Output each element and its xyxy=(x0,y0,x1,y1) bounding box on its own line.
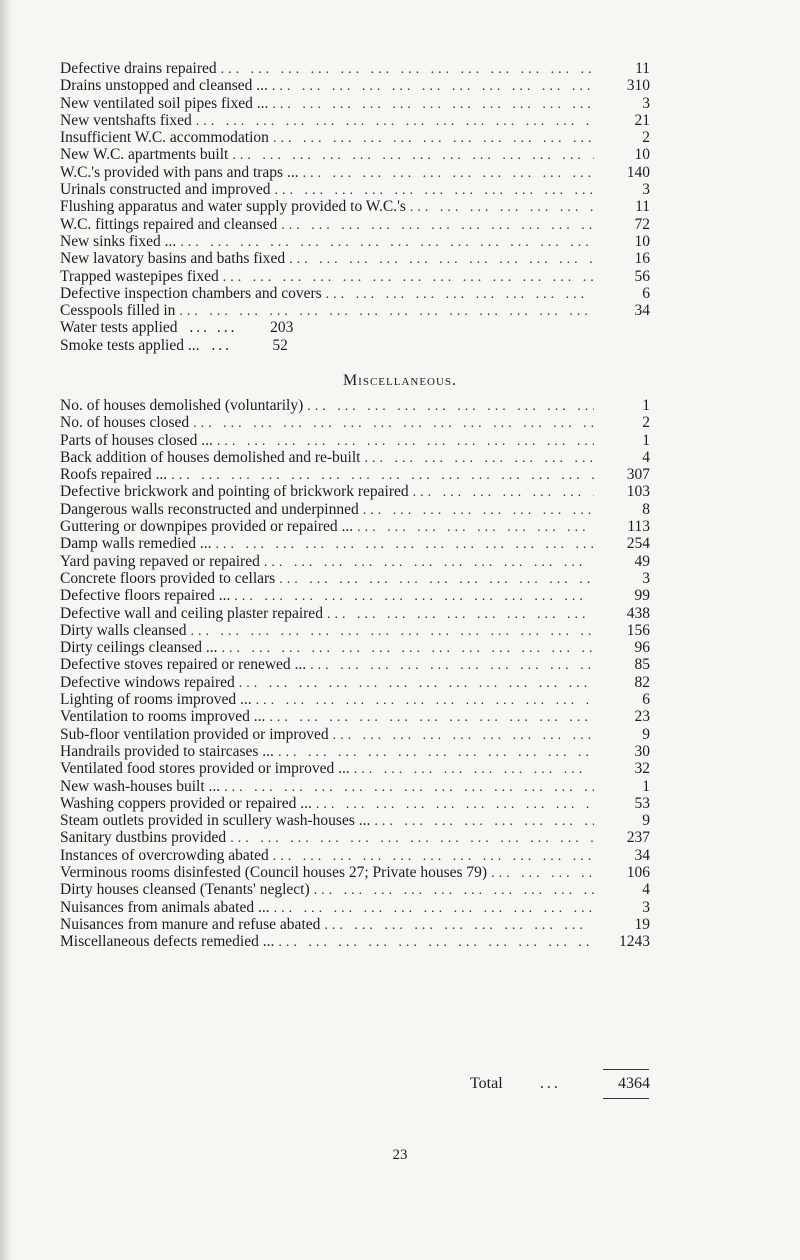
list-item xyxy=(60,216,650,233)
item-label: Verminous rooms disinfested (Council houses 27; Private houses 79) xyxy=(60,864,488,882)
list-item xyxy=(60,812,650,829)
item-value: 11 xyxy=(635,60,650,77)
total-rule-bottom xyxy=(603,1098,649,1099)
item-label: Dirty walls cleansed xyxy=(60,621,187,639)
item-value: 156 xyxy=(626,621,650,639)
leader-dots xyxy=(222,640,594,657)
list-item xyxy=(60,899,650,916)
leader-dots xyxy=(333,727,594,744)
leader-dots xyxy=(374,813,594,830)
list-item xyxy=(60,129,650,146)
item-label: Back addition of houses demolished and re-built xyxy=(60,448,361,466)
item-value: 9 xyxy=(642,812,650,830)
item-label: Dirty houses cleansed (Tenants' neglect) xyxy=(60,881,310,899)
item-value: 140 xyxy=(626,163,650,181)
leader-dots xyxy=(326,286,594,303)
leader-dots xyxy=(354,761,594,778)
leader-dots xyxy=(410,199,594,216)
test-label: Smoke tests applied ... xyxy=(60,336,200,354)
item-value: 113 xyxy=(627,518,650,536)
item-value: 85 xyxy=(634,656,650,674)
section-heading: Miscellaneous. xyxy=(342,372,458,389)
list-item xyxy=(60,933,650,950)
total-row: Total ... 4364 xyxy=(470,1075,650,1092)
item-value: 3 xyxy=(642,898,650,916)
item-label: New lavatory basins and baths fixed xyxy=(60,250,286,268)
page-number: 23 xyxy=(392,1147,408,1163)
item-label: Guttering or downpipes provided or repaired ... xyxy=(60,518,354,536)
leader-dots xyxy=(316,796,594,813)
item-value: 106 xyxy=(626,864,650,882)
list-item xyxy=(60,285,650,302)
list-item xyxy=(60,95,650,112)
leader-dots xyxy=(171,467,594,484)
item-label: Dirty ceilings cleansed ... xyxy=(60,639,218,657)
item-value: 254 xyxy=(626,535,650,553)
list-item xyxy=(60,164,650,181)
leader-dots xyxy=(256,692,594,709)
test-row: Water tests applied ... ... 203 xyxy=(60,319,294,337)
item-label: No. of houses closed xyxy=(60,414,190,432)
leader-dots xyxy=(216,536,594,553)
list-item xyxy=(60,587,650,604)
leader-dots xyxy=(278,934,594,951)
list-item xyxy=(60,198,650,215)
list-item xyxy=(60,864,650,881)
list-item xyxy=(60,77,650,94)
list-item xyxy=(60,181,650,198)
item-label: Lighting of rooms improved ... xyxy=(60,691,252,709)
item-value: 307 xyxy=(626,466,650,484)
list-item xyxy=(60,553,650,570)
sanitary-works-list xyxy=(60,60,650,354)
item-label: Sub-floor ventilation provided or improved xyxy=(60,725,329,743)
item-value: 49 xyxy=(634,552,650,570)
item-value: 1243 xyxy=(619,933,650,951)
item-value: 9 xyxy=(642,725,650,743)
list-item xyxy=(60,60,650,77)
leader-dots xyxy=(278,744,594,761)
item-value: 103 xyxy=(626,483,650,501)
list-item xyxy=(60,112,650,129)
list-item xyxy=(60,432,650,449)
item-label: Handrails provided to staircases ... xyxy=(60,742,274,760)
list-item xyxy=(60,726,650,743)
item-value: 310 xyxy=(626,77,650,95)
leader-dots xyxy=(273,848,594,865)
leader-dots xyxy=(324,917,594,934)
item-label: Miscellaneous defects remedied ... xyxy=(60,933,275,951)
leader-dots xyxy=(180,234,594,251)
list-item xyxy=(60,795,650,812)
leader-dots xyxy=(224,779,594,796)
leader-dots xyxy=(274,900,594,917)
leader-dots xyxy=(327,606,594,623)
item-label: New wash-houses built ... xyxy=(60,777,221,795)
leader-dots xyxy=(413,484,594,501)
list-item xyxy=(60,518,650,535)
item-value: 56 xyxy=(634,267,650,285)
test-label: Water tests applied xyxy=(60,319,178,337)
leader-dots xyxy=(363,502,594,519)
item-value: 23 xyxy=(634,708,650,726)
leader-dots xyxy=(221,61,594,78)
item-label: Defective brickwork and pointing of brickwork repaired xyxy=(60,483,409,501)
item-value: 3 xyxy=(642,94,650,112)
list-item xyxy=(60,881,650,898)
item-label: Roofs repaired ... xyxy=(60,466,168,484)
item-value: 11 xyxy=(635,198,650,216)
item-label: Urinals constructed and improved xyxy=(60,181,271,199)
leader-dots xyxy=(230,830,594,847)
leader-dots xyxy=(310,657,594,674)
item-label: Trapped wastepipes fixed xyxy=(60,267,219,285)
item-value: 1 xyxy=(642,431,650,449)
item-value: 99 xyxy=(634,587,650,605)
leader-dots xyxy=(272,96,594,113)
page-edge-shadow xyxy=(0,0,14,1260)
item-value: 2 xyxy=(642,129,650,147)
leader-dots xyxy=(239,675,594,692)
leader-dots xyxy=(191,623,594,640)
leader-dots xyxy=(357,519,594,536)
item-value: 10 xyxy=(634,232,650,250)
list-item xyxy=(60,674,650,691)
item-value: 8 xyxy=(642,500,650,518)
list-item xyxy=(60,466,650,483)
item-label: Nuisances from animals abated ... xyxy=(60,898,270,916)
item-value: 1 xyxy=(642,777,650,795)
leader-dots xyxy=(303,165,594,182)
item-value: 6 xyxy=(642,691,650,709)
item-label: No. of houses demolished (voluntarily) xyxy=(60,397,304,414)
item-label: Cesspools filled in xyxy=(60,302,176,320)
item-value: 3 xyxy=(642,181,650,199)
list-item xyxy=(60,449,650,466)
item-value: 3 xyxy=(642,569,650,587)
item-label: Damp walls remedied ... xyxy=(60,535,212,553)
item-value: 19 xyxy=(634,915,650,933)
list-item xyxy=(60,414,650,431)
item-value: 16 xyxy=(634,250,650,268)
item-value: 6 xyxy=(642,284,650,302)
leader-dots xyxy=(269,709,594,726)
item-value: 34 xyxy=(634,302,650,320)
item-label: Washing coppers provided or repaired ... xyxy=(60,794,312,812)
item-label: Defective stoves repaired or renewed ... xyxy=(60,656,307,674)
leader-dots xyxy=(193,415,594,432)
item-value: 32 xyxy=(634,760,650,778)
list-item xyxy=(60,483,650,500)
item-value: 438 xyxy=(626,604,650,622)
list-item xyxy=(60,268,650,285)
list-item xyxy=(60,622,650,639)
leader-dots xyxy=(217,433,594,450)
list-item xyxy=(60,639,650,656)
item-value: 10 xyxy=(634,146,650,164)
leader-dots xyxy=(223,269,594,286)
item-value: 53 xyxy=(634,794,650,812)
item-label: New ventilated soil pipes fixed ... xyxy=(60,94,269,112)
list-item xyxy=(60,829,650,846)
item-label: Parts of houses closed ... xyxy=(60,431,213,449)
item-label: Defective inspection chambers and covers xyxy=(60,284,322,302)
list-item xyxy=(60,916,650,933)
item-label: New sinks fixed ... xyxy=(60,232,177,250)
leader-dots xyxy=(314,882,594,899)
list-item xyxy=(60,397,650,414)
item-label: Drains unstopped and cleansed ... xyxy=(60,77,268,95)
item-label: New ventshafts fixed xyxy=(60,111,192,129)
leader-dots xyxy=(274,182,594,199)
item-label: Dangerous walls reconstructed and underpinned xyxy=(60,500,359,518)
leader-dots xyxy=(196,113,594,130)
leader-dots xyxy=(491,865,594,882)
item-label: Sanitary dustbins provided xyxy=(60,829,227,847)
item-label: Ventilated food stores provided or improved ... xyxy=(60,760,350,778)
item-value: 4 xyxy=(642,881,650,899)
leader-dots xyxy=(289,251,594,268)
item-label: Flushing apparatus and water supply provided to W.C.'s xyxy=(60,198,406,216)
list-item xyxy=(60,501,650,518)
leader-dots xyxy=(272,78,594,95)
item-value: 72 xyxy=(634,215,650,233)
list-item xyxy=(60,146,650,163)
item-label: Defective drains repaired xyxy=(60,60,217,77)
item-value: 82 xyxy=(634,673,650,691)
test-value: 203 xyxy=(270,319,294,337)
leader-dots xyxy=(232,147,594,164)
list-item xyxy=(60,760,650,777)
list-item xyxy=(60,535,650,552)
item-value: 4 xyxy=(642,448,650,466)
item-label: Defective windows repaired xyxy=(60,673,235,691)
item-label: Insufficient W.C. accommodation xyxy=(60,129,269,147)
item-value: 2 xyxy=(642,414,650,432)
item-value: 34 xyxy=(634,846,650,864)
test-value: 52 xyxy=(272,336,288,354)
item-value: 237 xyxy=(626,829,650,847)
item-value: 21 xyxy=(634,111,650,129)
list-item xyxy=(60,233,650,250)
total-value: 4364 xyxy=(618,1075,650,1092)
item-label: Instances of overcrowding abated xyxy=(60,846,269,864)
total-label: Total xyxy=(470,1075,503,1092)
leader-dots xyxy=(279,571,594,588)
item-value: 30 xyxy=(634,742,650,760)
list-item xyxy=(60,302,650,319)
leader-dots xyxy=(273,130,594,147)
item-label: Ventilation to rooms improved ... xyxy=(60,708,266,726)
list-item xyxy=(60,847,650,864)
item-label: New W.C. apartments built xyxy=(60,146,229,164)
miscellaneous-list xyxy=(60,397,650,951)
item-value: 1 xyxy=(642,397,650,414)
list-item xyxy=(60,778,650,795)
test-row: Smoke tests applied ... ... 52 xyxy=(60,336,288,354)
list-item xyxy=(60,250,650,267)
item-label: Yard paving repaved or repaired xyxy=(60,552,260,570)
list-item xyxy=(60,605,650,622)
leader-dots xyxy=(264,554,594,571)
item-value: 96 xyxy=(634,639,650,657)
list-item xyxy=(60,691,650,708)
list-item xyxy=(60,743,650,760)
leader-dots xyxy=(364,450,594,467)
list-item xyxy=(60,656,650,673)
leader-dots xyxy=(307,398,594,415)
list-item xyxy=(60,708,650,725)
leader-dots xyxy=(234,588,594,605)
leader-dots xyxy=(179,303,594,320)
item-label: W.C. fittings repaired and cleansed xyxy=(60,215,278,233)
item-label: Steam outlets provided in scullery wash-houses ... xyxy=(60,812,371,830)
item-label: Nuisances from manure and refuse abated xyxy=(60,915,321,933)
list-item xyxy=(60,570,650,587)
item-label: Defective floors repaired ... xyxy=(60,587,231,605)
item-label: Concrete floors provided to cellars xyxy=(60,569,276,587)
item-label: W.C.'s provided with pans and traps ... xyxy=(60,163,299,181)
item-label: Defective wall and ceiling plaster repaired xyxy=(60,604,323,622)
total-rule-top xyxy=(603,1069,649,1070)
leader-dots xyxy=(281,217,594,234)
